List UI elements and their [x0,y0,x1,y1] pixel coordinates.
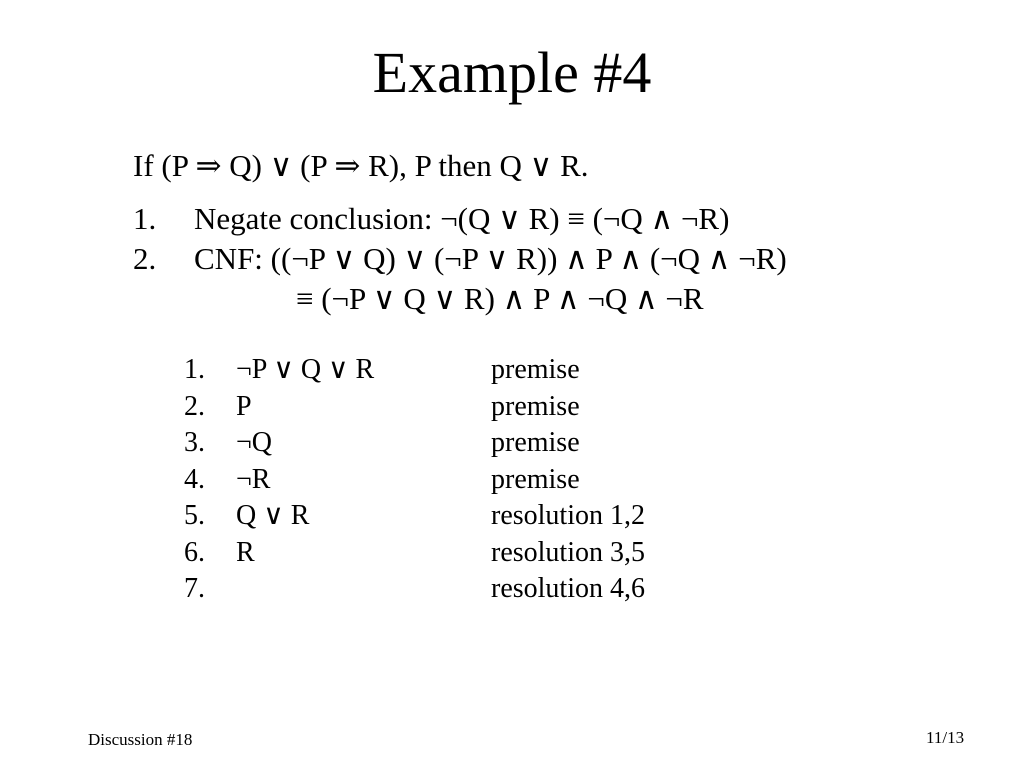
problem-statement: If (P ⇒ Q) ∨ (P ⇒ R), P then Q ∨ R. [133,148,589,183]
proof-reason: premise [491,463,580,495]
proof-line-number: 6. [184,536,205,568]
proof-formula: ¬R [236,463,271,495]
step-text: CNF: ((¬P ∨ Q) ∨ (¬P ∨ R)) ∧ P ∧ (¬Q ∧ ¬R) [194,241,787,276]
proof-reason: premise [491,354,580,385]
proof-reason: premise [491,427,580,458]
slide-title: Example #4 [372,40,652,105]
footer-course-label: Discussion #18 [88,730,193,749]
proof-line-number: 7. [184,573,205,604]
proof-formula: ¬P ∨ Q ∨ R [236,354,375,385]
proof-reason: resolution 1,2 [491,500,645,531]
step-continuation: ≡ (¬P ∨ Q ∨ R) ∧ P ∧ ¬Q ∧ ¬R [296,281,704,316]
proof-formula: R [236,536,255,568]
proof-line-number: 4. [184,463,205,495]
proof-reason: resolution 4,6 [491,573,645,604]
proof-formula: ¬Q [236,427,273,458]
step-number: 2. [133,241,157,276]
step-text: Negate conclusion: ¬(Q ∨ R) ≡ (¬Q ∧ ¬R) [194,201,730,236]
proof-reason: premise [491,390,580,422]
proof-line-number: 5. [184,500,205,531]
proof-line-number: 2. [184,390,205,422]
proof-line-number: 1. [184,354,205,385]
proof-reason: resolution 3,5 [491,536,645,568]
proof-formula: P [236,390,252,422]
step-number: 1. [133,201,157,236]
proof-formula: Q ∨ R [236,500,310,531]
page-number: 11/13 [926,728,965,747]
proof-line-number: 3. [184,427,205,458]
